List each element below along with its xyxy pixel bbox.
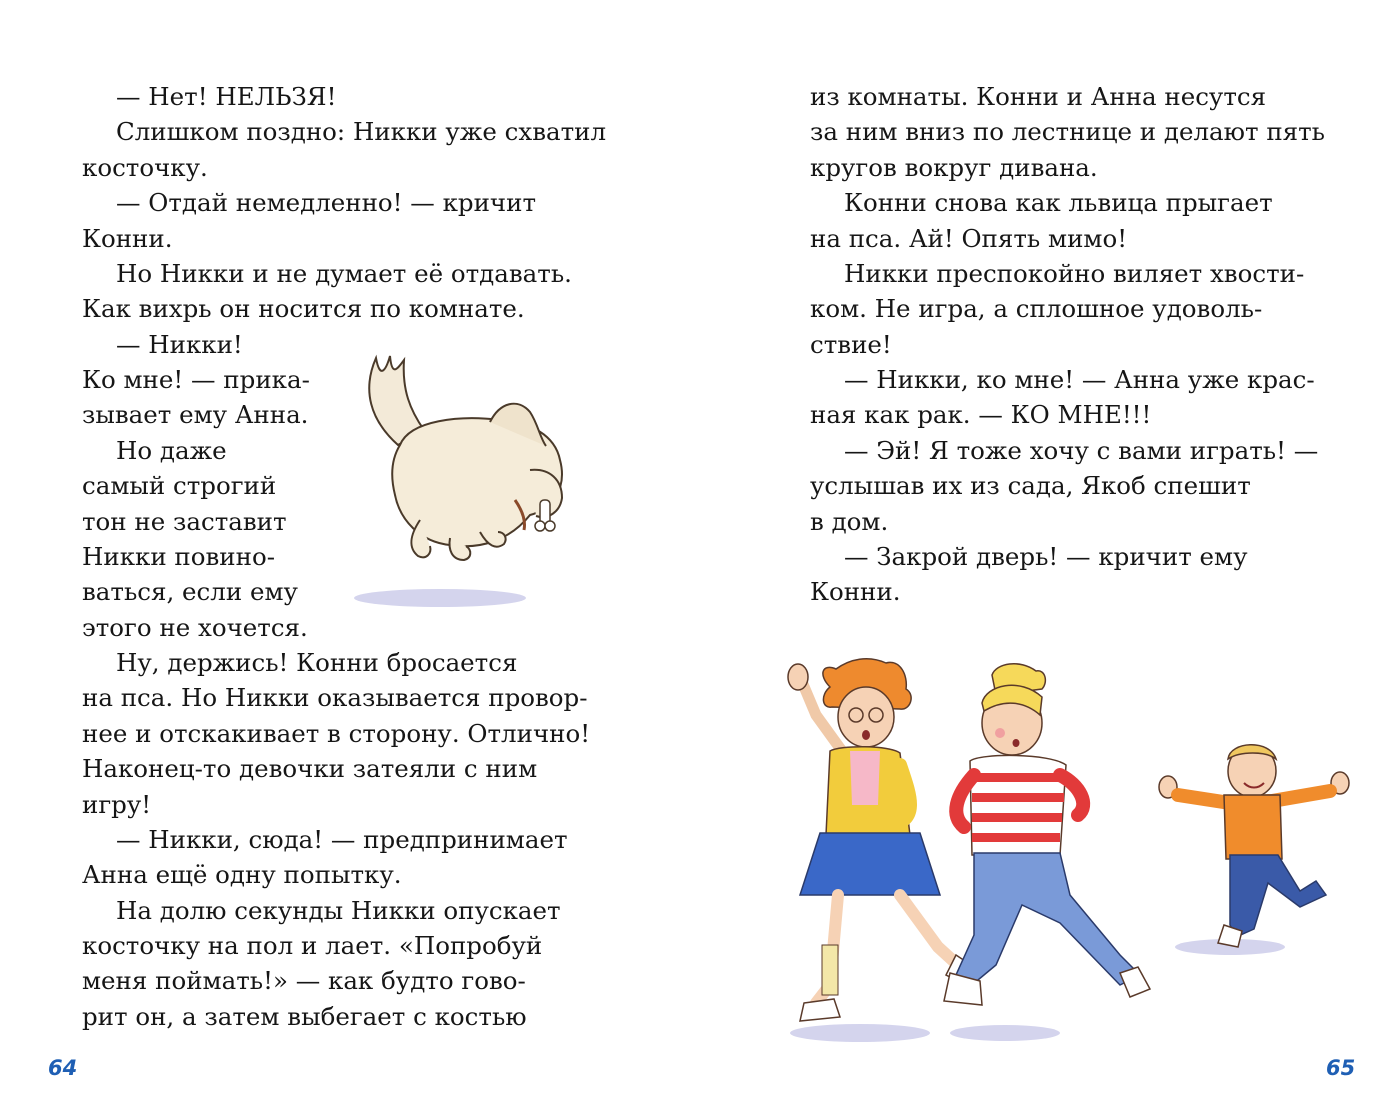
- text-line: Наконец-то девочки затеяли с ним: [82, 754, 538, 783]
- text-line: — Закрой дверь! — кричит ему: [844, 542, 1248, 571]
- text-line: этого не хочется.: [82, 613, 308, 642]
- text-line: самый строгий: [82, 471, 277, 500]
- text-line: кругов вокруг дивана.: [810, 153, 1098, 182]
- dog-illustration: [340, 350, 580, 620]
- text-line: услышав их из сада, Якоб спешит: [810, 471, 1251, 500]
- text-line: меня поймать!» — как будто гово-: [82, 966, 526, 995]
- text-line: Ко мне! — прика-: [82, 365, 310, 394]
- text-line: из комнаты. Конни и Анна несутся: [810, 82, 1267, 111]
- text-line: — Никки!: [116, 330, 243, 359]
- text-line: — Никки, сюда! — предпринимает: [116, 825, 568, 854]
- text-line: Как вихрь он носится по комнате.: [82, 294, 525, 323]
- text-line: рит он, а затем выбегает с костью: [82, 1002, 527, 1031]
- text-line: в дом.: [810, 507, 889, 536]
- text-line: зывает ему Анна.: [82, 400, 309, 429]
- girl-with-glasses: [788, 659, 974, 1021]
- text-line: ком. Не игра, а сплошное удоволь-: [810, 294, 1263, 323]
- text-line: Конни.: [82, 224, 173, 253]
- right-page: [700, 0, 1400, 1120]
- text-line: тон не заставит: [82, 507, 287, 536]
- text-line: Конни снова как львица прыгает: [844, 188, 1273, 217]
- text-line: ваться, если ему: [82, 577, 298, 606]
- page-number-left: 64: [48, 1056, 78, 1080]
- text-line: Слишком поздно: Никки уже схватил: [116, 117, 607, 146]
- text-line: Никки преспокойно виляет хвости-: [844, 259, 1305, 288]
- text-line: — Отдай немедленно! — кричит: [116, 188, 537, 217]
- girl-striped-sweater: [944, 664, 1150, 1005]
- text-line: Никки повино-: [82, 542, 275, 571]
- text-line: Но Никки и не думает её отдавать.: [116, 259, 572, 288]
- text-line: ная как рак. — КО МНЕ!!!: [810, 400, 1152, 429]
- text-line: игру!: [82, 790, 152, 819]
- text-line: на пса. Но Никки оказывается провор-: [82, 683, 588, 712]
- text-line: косточку.: [82, 153, 208, 182]
- text-line: на пса. Ай! Опять мимо!: [810, 224, 1128, 253]
- text-line: На долю секунды Никки опускает: [116, 896, 561, 925]
- text-line: — Эй! Я тоже хочу с вами играть! —: [844, 436, 1319, 465]
- text-line: Конни.: [810, 577, 901, 606]
- text-line: косточку на пол и лает. «Попробуй: [82, 931, 543, 960]
- text-line: — Нет! НЕЛЬЗЯ!: [116, 82, 337, 111]
- text-line: Но даже: [116, 436, 227, 465]
- text-line: нее и отскакивает в сторону. Отлично!: [82, 719, 591, 748]
- text-line: Анна ещё одну попытку.: [82, 860, 402, 889]
- page-number-right: 65: [1326, 1056, 1356, 1080]
- boy-orange-sweater: [1159, 745, 1349, 947]
- children-running-illustration: [760, 655, 1400, 1055]
- text-line: Ну, держись! Конни бросается: [116, 648, 518, 677]
- text-line: за ним вниз по лестнице и делают пять: [810, 117, 1325, 146]
- text-line: ствие!: [810, 330, 892, 359]
- text-line: — Никки, ко мне! — Анна уже крас-: [844, 365, 1315, 394]
